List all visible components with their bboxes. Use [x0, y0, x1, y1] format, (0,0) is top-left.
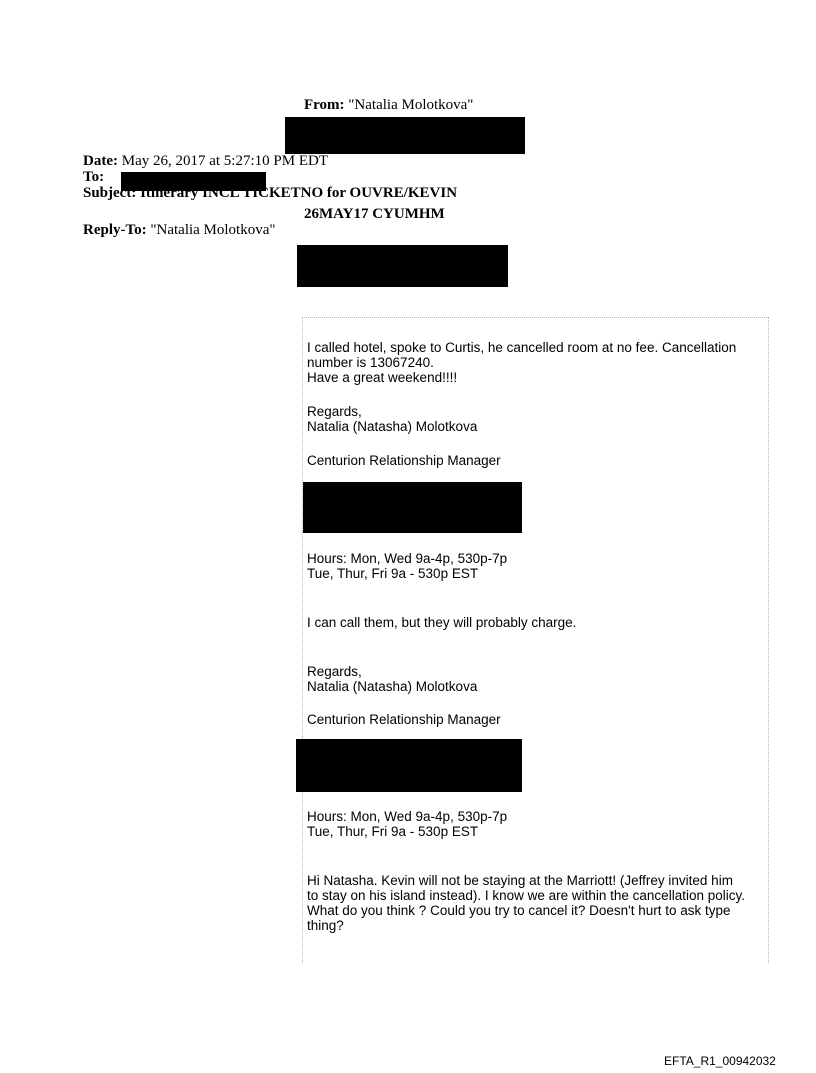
- from-value: "Natalia Molotkova": [348, 97, 474, 113]
- redaction-signature-contact-1: [303, 482, 522, 533]
- message-line: Have a great weekend!!!!: [307, 370, 458, 385]
- signature-hours-1: [307, 551, 762, 581]
- message-line: to stay on his island instead). I know we are within the cancellation policy.: [307, 888, 745, 903]
- message-line: number is 13067240.: [307, 355, 434, 370]
- date-value: May 26, 2017 at 5:27:10 PM EDT: [121, 153, 328, 169]
- message-line: What do you think ? Could you try to cancel it? Doesn't hurt to ask type: [307, 903, 731, 918]
- signature-block-1: [307, 404, 762, 434]
- redaction-from-email: [285, 117, 525, 154]
- hours-line: Tue, Thur, Fri 9a - 530p EST: [307, 824, 479, 839]
- message-original-request: [307, 873, 762, 933]
- message-call-reply: [307, 615, 762, 630]
- reply-to-label: Reply-To:: [83, 222, 147, 238]
- signature-block-2: [307, 664, 762, 694]
- date-label: Date:: [83, 153, 118, 169]
- message-cancellation-confirmation: [307, 340, 762, 385]
- document-id: EFTA_R1_00942032: [664, 1054, 776, 1068]
- signature-title-1: Centurion Relationship Manager: [307, 453, 501, 468]
- reply-to-field: [83, 222, 276, 238]
- to-label: To:: [83, 169, 105, 185]
- redaction-reply-to-email: [297, 245, 508, 287]
- message-line: Hi Natasha. Kevin will not be staying at the Marriott! (Jeffrey invited him: [307, 873, 733, 888]
- from-field: [304, 97, 473, 113]
- subject-line-2: 26MAY17 CYUMHM: [304, 206, 445, 222]
- signature-hours-2: [307, 809, 762, 839]
- reply-to-value: "Natalia Molotkova": [150, 222, 276, 238]
- subject-field: [83, 185, 457, 201]
- subject-label: Subject:: [83, 185, 137, 201]
- signature-title-2: Centurion Relationship Manager: [307, 712, 501, 727]
- hours-line: Hours: Mon, Wed 9a-4p, 530p-7p: [307, 809, 508, 824]
- message-line: I called hotel, spoke to Curtis, he cancelled room at no fee. Cancellation: [307, 340, 737, 355]
- signature-name: Natalia (Natasha) Molotkova: [307, 679, 478, 694]
- message-line: thing?: [307, 918, 344, 933]
- message-line: I can call them, but they will probably charge.: [307, 615, 577, 630]
- date-field: [83, 153, 328, 169]
- hours-line: Tue, Thur, Fri 9a - 530p EST: [307, 566, 479, 581]
- hours-line: Hours: Mon, Wed 9a-4p, 530p-7p: [307, 551, 508, 566]
- redaction-signature-contact-2: [296, 739, 522, 792]
- signature-regards: Regards,: [307, 404, 362, 419]
- subject-line-1: Itinerary INCL TICKETNO for OUVRE/KEVIN: [140, 185, 458, 201]
- signature-regards: Regards,: [307, 664, 362, 679]
- signature-name: Natalia (Natasha) Molotkova: [307, 419, 478, 434]
- to-field: [83, 169, 104, 185]
- from-label: From:: [304, 97, 345, 113]
